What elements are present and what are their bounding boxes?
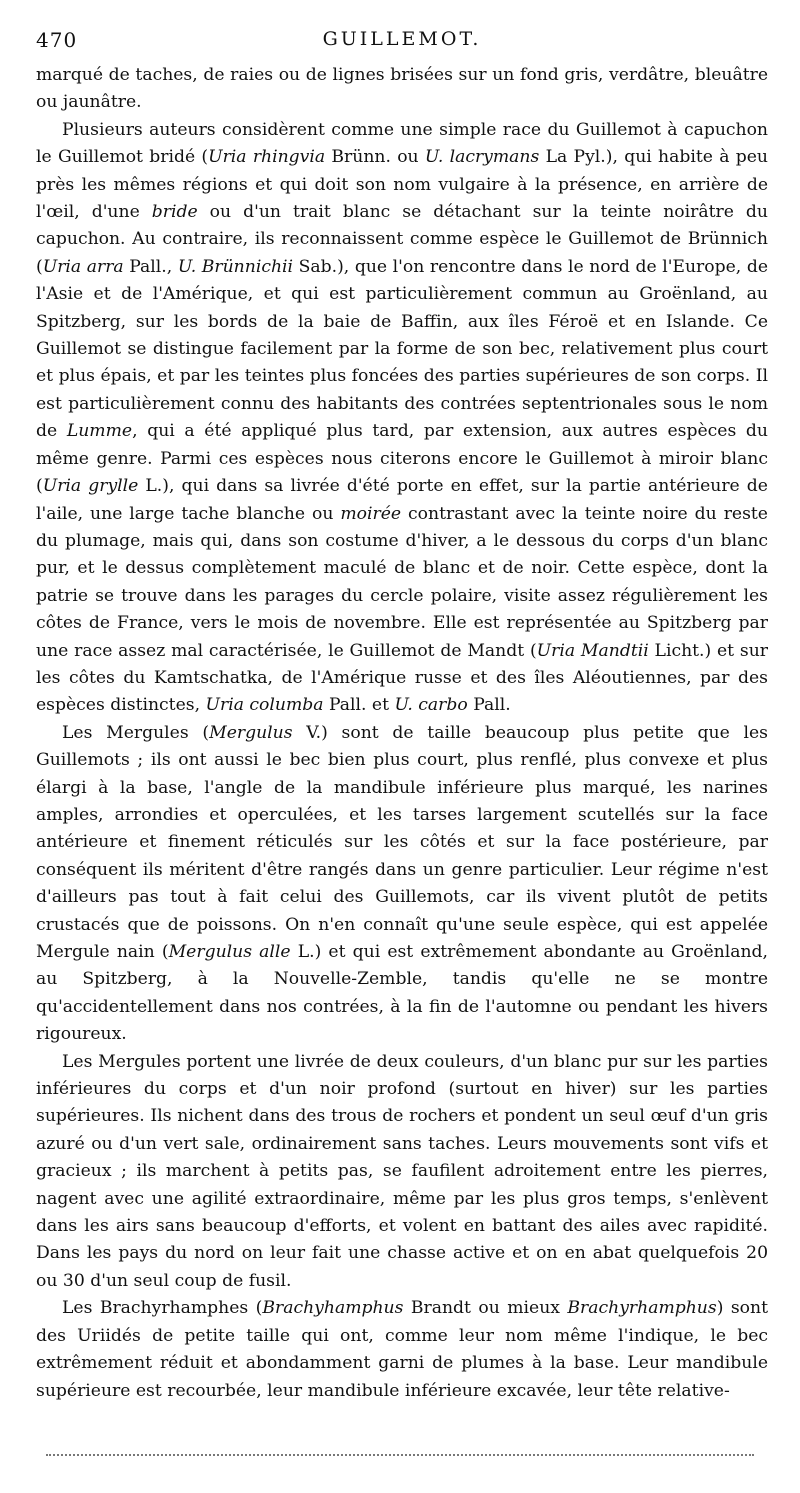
italic-text: U. Brünnichii [177, 256, 294, 277]
italic-text: U. carbo [394, 695, 468, 716]
italic-text: Uria arra [42, 256, 124, 277]
italic-text: Mergulus alle [168, 942, 291, 962]
italic-text: Lumme [66, 421, 133, 442]
text-run: ) sont des Uriidés de petite taille qui ont, comme leur nom même l'indique, le bec extrêmement réduit et abondamment garni de plumes à la base. Leur mandibule supérieure est recourbée, leur mandibule inférieure excavée, leur tête relative- [36, 1298, 768, 1401]
text-run: Plusieurs auteurs considèrent comme une simple race du Guillemot à capuchon le Guillemot bridé ( [36, 119, 768, 168]
text-run: V.) sont de taille beaucoup plus petite que les Guillemots ; ils ont aussi le bec bien plus court, plus renflé, plus convexe et plus élargi à la base, l'angle de la mandibule inférieure plus marqué, les narines amples, arrondies et operculées, et les tarses largement scutellés sur la face antérieure et finement réticulés sur les côtés et sur la face postérieure, par conséquent ils méritent d'être rangés dans un genre particulier. Leur régime n'est d'ailleurs pas tout à fait celui des Guillemots, car ils vivent plutôt de petits crustacés que de poissons. On n'en connaît qu'une seule espèce, qui est appelée Mergule nain ( [36, 722, 768, 962]
text-run: La Pyl.), qui habite à peu près les mêmes régions et qui doit son nom vulgaire à la présence, en arrière de l'œil, d'une [36, 147, 768, 223]
text-run: Sab.), que l'on rencontre dans le nord de l'Europe, de l'Asie et de l'Amérique, et qui est particulièrement commun au Groënland, au Spitzberg, sur les bords de la baie de Baffin, aux îles Féroë et en Islande. Ce Guillemot se distingue facilement par la forme de son bec, relativement plus court et plus épais, et par les teintes plus foncées des parties supérieures de son corps. Il est particulièrement connu des habitants des contrées septentrionales sous le nom de [36, 256, 768, 442]
italic-text: Mergulus [209, 722, 293, 743]
body-text [36, 62, 768, 1405]
text-run: Pall. [467, 695, 511, 716]
italic-text: Uria Mandtii [536, 640, 649, 661]
page-header [36, 26, 768, 62]
book-page [36, 26, 768, 1405]
text-run: Les Brachyrhamphes ( [62, 1298, 263, 1319]
text-run: ou d'un trait blanc se détachant sur la teinte noirâtre du capuchon. Au contraire, ils reconnaissent comme espèce le Guillemot de Brünnich ( [36, 202, 768, 277]
italic-text: Brachyhamphus [262, 1298, 404, 1319]
running-title: GUILLEMOT. [322, 28, 482, 50]
text-run: , qui a été appliqué plus tard, par extension, aux autres espèces du même genre. Parmi ces espèces nous citerons encore le Guillemot à miroir blanc ( [36, 421, 769, 497]
text-run: Licht.) et sur les côtes du Kamtschatka, de l'Amérique russe et des îles Aléoutiennes, par des espèces distinctes, [36, 640, 768, 716]
text-run: marqué de taches, de raies ou de lignes brisées sur un fond gris, verdâtre, bleuâtre ou jaunâtre. [36, 65, 768, 113]
paragraph [36, 117, 768, 720]
italic-text: Uria grylle [42, 476, 139, 497]
page-number: 470 [36, 28, 78, 52]
text-run: Les Mergules portent une livrée de deux couleurs, d'un blanc pur sur les parties inférieures du corps et d'un noir profond (surtout en hiver) sur les parties supérieures. Ils nichent dans des trous de rochers et pondent un seul œuf d'un gris azuré ou d'un vert sale, ordinairement sans taches. Leurs mouvements sont vifs et gracieux ; ils marchent à petits pas, se faufilent adroitement entre les pierres, nagent avec une agilité extraordinaire, même par les plus gros temps, s'enlèvent dans les airs sans beaucoup d'efforts, et volent en battant des ailes avec rapidité. Dans les pays du nord on leur fait une chasse active et on en abat quelquefois 20 ou 30 d'un seul coup de fusil. [36, 1051, 768, 1291]
italic-text: Uria columba [205, 695, 324, 716]
italic-text: Brachyrhamphus [567, 1298, 717, 1319]
italic-text: bride [151, 202, 198, 223]
text-run: Brünn. ou [325, 147, 425, 168]
paragraph [36, 720, 768, 1049]
text-run: Brandt ou mieux [403, 1298, 568, 1319]
text-run: Les Mergules ( [62, 722, 210, 743]
text-run: L.), qui dans sa livrée d'été porte en effet, sur la partie antérieure de l'aile, une large tache blanche ou [36, 476, 768, 524]
paragraph [36, 1295, 768, 1405]
italic-text: Uria rhingvia [208, 147, 326, 168]
text-run: Pall., [123, 256, 178, 277]
text-run: contrastant avec la teinte noire du reste du plumage, mais qui, dans son costume d'hiver, a le dessous du corps d'un blanc pur, et le dessus complètement maculé de blanc et de noir. Cette espèce, dont la patrie se trouve dans les parages du cercle polaire, visite assez régulièrement les côtes de France, vers le mois de novembre. Elle est représentée au Spitzberg par une race assez mal caractérisée, le Guillemot de Mandt ( [36, 503, 768, 661]
italic-text: U. lacrymans [424, 147, 540, 168]
text-run: Pall. et [323, 695, 395, 716]
paragraph [36, 1049, 768, 1296]
footer-dotted-rule [46, 1454, 754, 1456]
paragraph [36, 62, 768, 117]
text-run: L.) et qui est extrêmement abondante au Groënland, au Spitzberg, à la Nouvelle-Zemble, tandis qu'elle ne se montre qu'accidentellement dans nos contrées, à la fin de l'automne ou pendant les hivers rigoureux. [36, 942, 769, 1045]
italic-text: moirée [340, 503, 402, 524]
